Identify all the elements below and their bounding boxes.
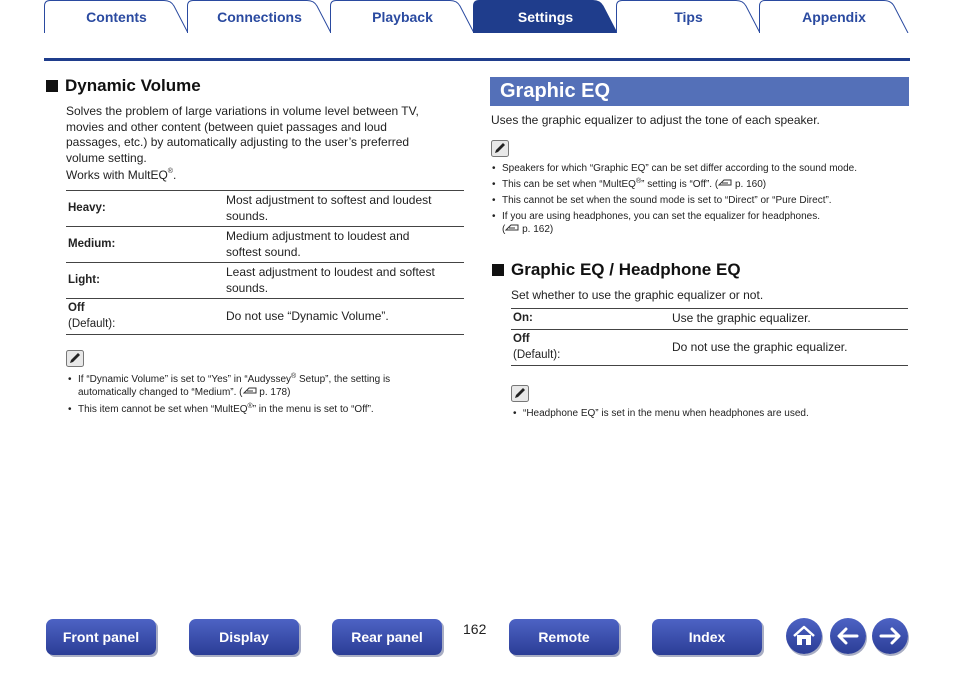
desc-cell	[226, 299, 464, 335]
desc-cell	[226, 263, 464, 299]
note-text: This cannot be set when the sound mode is set to “Direct” or “Pure Direct”.	[502, 195, 832, 206]
tab-contents[interactable]	[44, 0, 189, 33]
headphone-eq-heading	[492, 260, 741, 280]
list-item	[512, 407, 907, 420]
tab-label: Tips	[674, 8, 703, 25]
note-text: ” setting is “Off”. (	[641, 179, 719, 190]
table-row	[66, 191, 464, 227]
pencil-note-icon	[491, 140, 509, 157]
list-item	[67, 403, 462, 416]
dynamic-volume-description	[66, 104, 456, 166]
works-with-multeq	[66, 168, 176, 184]
note-text: This item cannot be set when “MultEQ	[78, 404, 248, 415]
term-cell	[511, 309, 672, 330]
desc-line: Least adjustment to loudest and softest	[226, 265, 435, 279]
list-item	[491, 178, 911, 191]
rear-panel-button[interactable]	[332, 619, 442, 655]
page-reference-icon	[243, 386, 257, 395]
tab-connections[interactable]	[187, 0, 332, 33]
page-ref-link[interactable]: p. 160)	[732, 179, 767, 190]
heading-text: Graphic EQ / Headphone EQ	[511, 260, 741, 279]
term-label: Medium:	[68, 237, 116, 250]
page-number: 162	[463, 621, 487, 637]
desc-cell	[672, 309, 908, 330]
table-row	[511, 309, 908, 330]
pencil-note-icon	[511, 385, 529, 402]
desc-line: Do not use “Dynamic Volume”.	[226, 308, 389, 323]
forward-button[interactable]	[872, 618, 908, 654]
table-row	[66, 227, 464, 263]
desc-cell	[672, 330, 908, 366]
arrow-left-icon	[830, 618, 866, 654]
table-row	[66, 299, 464, 335]
display-button[interactable]	[189, 619, 299, 655]
list-item	[491, 210, 911, 236]
desc-line: sounds.	[226, 280, 269, 295]
tab-label: Contents	[86, 8, 147, 25]
page-reference-icon	[718, 178, 732, 187]
tab-label: Settings	[517, 8, 574, 25]
desc-line: sounds.	[226, 208, 269, 223]
table-row	[511, 330, 908, 366]
term-cell	[66, 227, 226, 263]
graphic-eq-title-bar	[490, 77, 909, 106]
term-label: Light:	[68, 273, 100, 286]
list-item	[491, 162, 911, 175]
tab-appendix[interactable]	[759, 0, 909, 33]
desc-line: passages, etc.) by automatically adjusting to the user’s preferred	[66, 135, 410, 149]
home-button[interactable]	[786, 618, 822, 654]
tab-tips[interactable]	[616, 0, 761, 33]
term-sub-label	[68, 317, 226, 333]
note-text: “Headphone EQ” is set in the menu when headphones are used.	[523, 408, 809, 419]
term-cell	[66, 263, 226, 299]
registered-mark: ®	[291, 373, 297, 380]
page-ref-link[interactable]: p. 178)	[256, 387, 291, 398]
dynamic-volume-table	[66, 190, 464, 335]
heading-square-icon	[492, 264, 504, 276]
note-text: (	[502, 224, 506, 235]
tab-label: Playback	[372, 8, 433, 25]
term-cell	[66, 191, 226, 227]
term-label: On:	[513, 312, 533, 325]
front-panel-button[interactable]	[46, 619, 156, 655]
table-row	[66, 263, 464, 299]
headphone-eq-notes	[512, 407, 907, 424]
term-cell	[66, 299, 226, 335]
desc-cell	[226, 227, 464, 263]
tab-bar-underline	[44, 58, 910, 61]
button-label: Rear panel	[351, 629, 423, 645]
remote-button[interactable]	[509, 619, 619, 655]
term-cell	[511, 330, 672, 366]
note-text: ” in the menu is set to “Off”.	[252, 404, 374, 415]
note-text: If “Dynamic Volume” is set to “Yes” in “Audyssey	[78, 374, 292, 385]
note-text: automatically changed to “Medium”. (	[78, 387, 243, 398]
default-label: (Default):	[68, 317, 116, 330]
dynamic-volume-notes	[67, 373, 462, 420]
registered-mark: ®	[247, 403, 253, 410]
page-ref-link[interactable]: p. 162)	[519, 224, 554, 235]
desc-line: Solves the problem of large variations in volume level between TV,	[66, 104, 419, 118]
button-label: Display	[219, 629, 269, 645]
tab-playback[interactable]	[330, 0, 475, 33]
registered-mark: ®	[635, 178, 642, 185]
registered-mark: ®	[167, 168, 173, 175]
desc-text: Do not use the graphic equalizer.	[672, 339, 848, 354]
note-text: Speakers for which “Graphic EQ” can be set differ according to the sound mode.	[502, 163, 857, 174]
desc-line: Most adjustment to softest and loudest	[226, 193, 432, 207]
headphone-eq-description	[511, 288, 763, 304]
period: .	[172, 168, 177, 182]
desc-text: Set whether to use the graphic equalizer or not.	[511, 288, 764, 302]
headphone-eq-table	[511, 308, 908, 366]
tab-settings[interactable]	[473, 0, 618, 33]
default-label: (Default):	[513, 348, 561, 361]
arrow-right-icon	[872, 618, 908, 654]
tab-label: Appendix	[802, 8, 866, 25]
button-label: Index	[688, 629, 726, 645]
page-title: Graphic EQ	[500, 80, 611, 102]
graphic-eq-description	[491, 113, 820, 129]
desc-line: volume setting.	[66, 150, 147, 165]
button-label: Front panel	[62, 629, 140, 645]
dynamic-volume-heading	[46, 76, 201, 96]
desc-line: movies and other content (between quiet passages and loud	[66, 119, 387, 134]
list-item	[67, 373, 462, 399]
home-icon	[786, 618, 822, 654]
index-button[interactable]	[652, 619, 762, 655]
page-reference-icon	[505, 223, 519, 232]
note-text: This can be set when “MultEQ	[502, 179, 636, 190]
heading-square-icon	[46, 80, 58, 92]
back-button[interactable]	[830, 618, 866, 654]
list-item	[491, 194, 911, 207]
graphic-eq-notes	[491, 162, 911, 239]
desc-cell	[226, 191, 464, 227]
term-label: Off	[513, 333, 530, 345]
pencil-note-icon	[66, 350, 84, 367]
note-text: If you are using headphones, you can set the equalizer for headphones.	[502, 211, 821, 222]
term-sub-label	[513, 348, 672, 364]
desc-text: Use the graphic equalizer.	[672, 311, 811, 326]
term-label: Heavy:	[68, 201, 106, 214]
button-label: Remote	[538, 629, 590, 645]
desc-line: softest sound.	[226, 244, 301, 259]
tab-label: Connections	[217, 8, 302, 25]
desc-text: Uses the graphic equalizer to adjust the tone of each speaker.	[491, 113, 820, 127]
heading-text: Dynamic Volume	[65, 76, 201, 95]
works-with-text: Works with MultEQ	[66, 168, 168, 182]
term-label: Off	[68, 302, 85, 314]
desc-line: Medium adjustment to loudest and	[226, 229, 410, 243]
note-text: Setup”, the setting is	[296, 374, 391, 385]
